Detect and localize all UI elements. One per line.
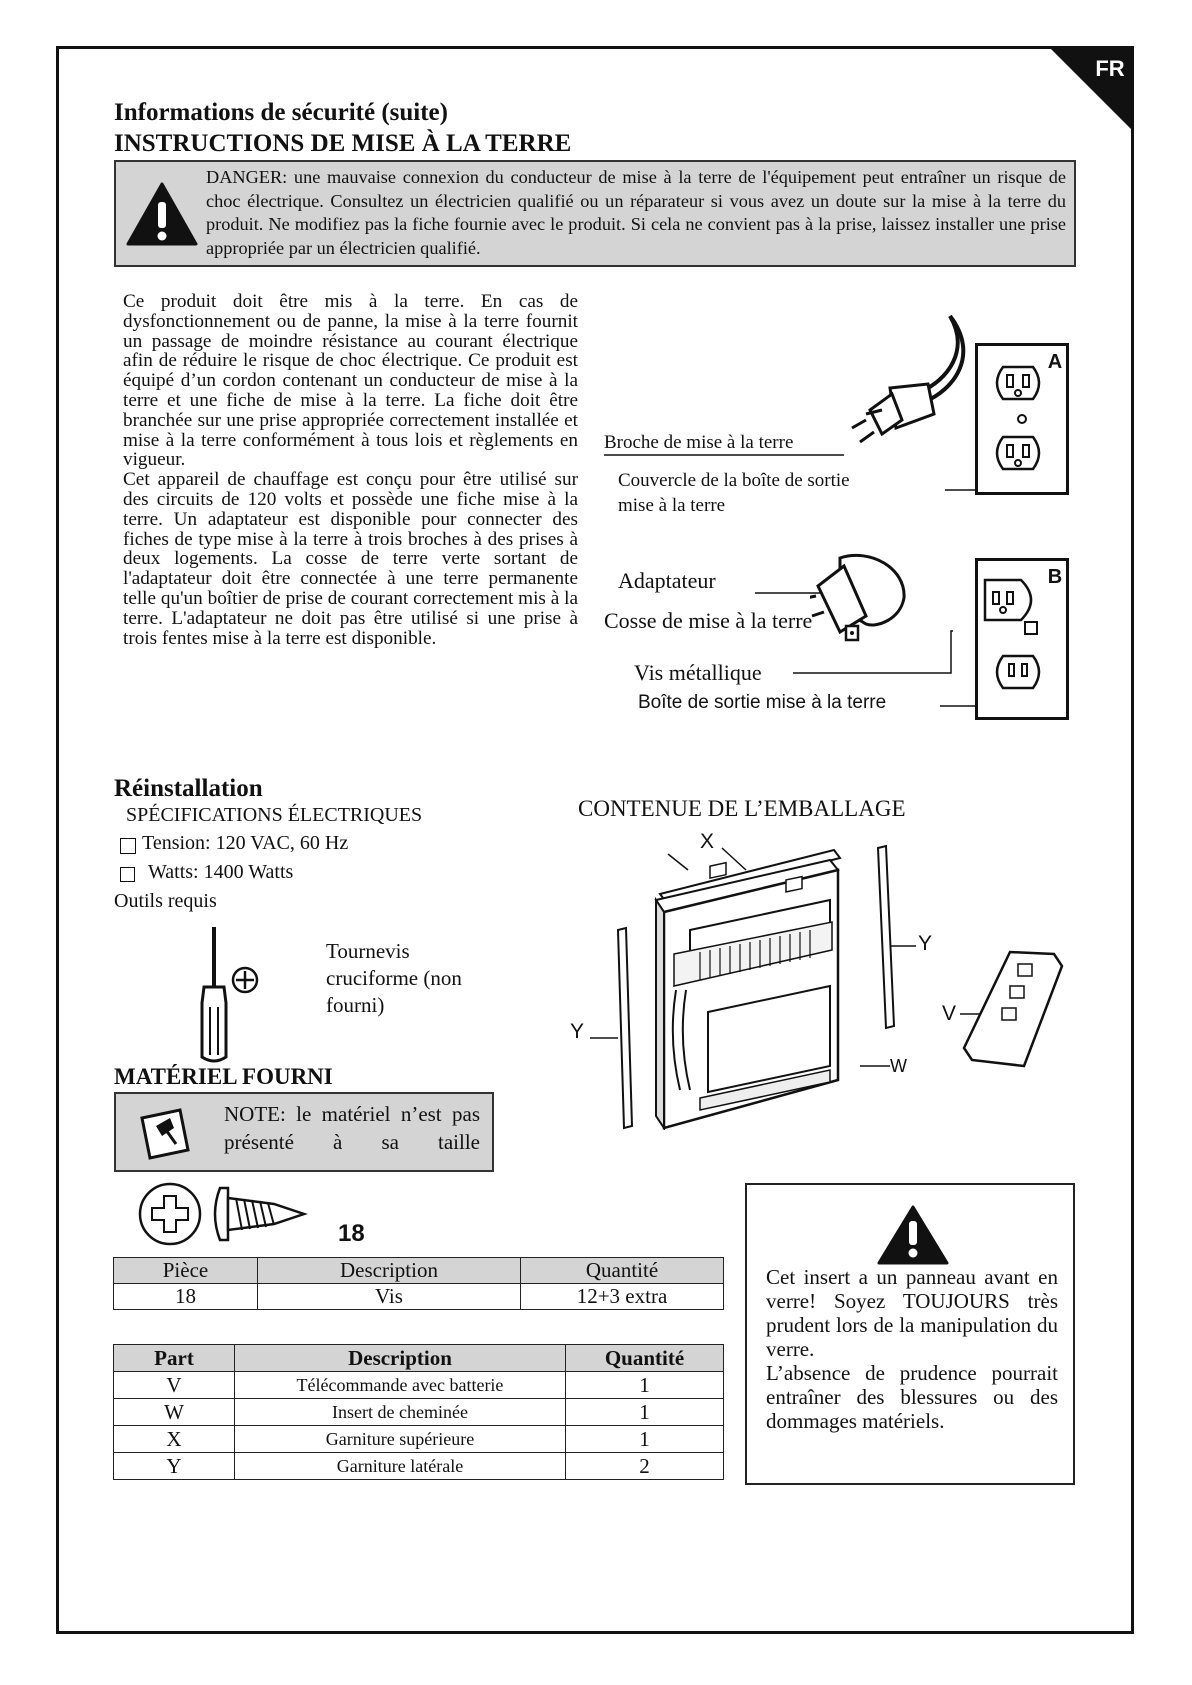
table-cell: Y xyxy=(114,1453,235,1480)
table-cell: Vis xyxy=(258,1284,521,1310)
glass-warning-text-1: Cet insert a un panneau avant en verre! Soyez TOUJOURS très prudent lors de la manipulation du verre. xyxy=(766,1265,1058,1361)
label-metal-screw: Vis métallique xyxy=(634,660,762,685)
table-cell: Insert de cheminée xyxy=(235,1399,566,1426)
label-part-x: X xyxy=(700,830,715,853)
spec-title: SPÉCIFICATIONS ÉLECTRIQUES xyxy=(126,804,423,826)
note-icon xyxy=(136,1104,194,1162)
outlet-b-illustration xyxy=(975,558,1069,720)
danger-text: DANGER: une mauvaise connexion du conducteur de mise à la terre de l'équipement peut entraîner un risque de choc électrique. Consultez un électricien qualifié ou un réparateur si vous avez un doute sur la mise à la terre du produit. Ne modifiez pas la fiche fournie avec le produit. Si cela ne convient pas à la prise, laissez installer une prise appropriée par un électricien qualifié. xyxy=(206,167,1066,258)
note-text: NOTE: le matériel n’est pas présenté à sa taille xyxy=(224,1102,480,1154)
adapter-illustration xyxy=(810,548,910,648)
leader-ground-pin xyxy=(604,440,844,460)
table-header: Quantité xyxy=(521,1258,724,1284)
warning-triangle-icon xyxy=(126,182,198,246)
table-cell: 1 xyxy=(566,1399,724,1426)
table-cell: 18 xyxy=(114,1284,258,1310)
table-cell: V xyxy=(114,1372,235,1399)
label-grounded-box: Boîte de sortie mise à la terre xyxy=(638,692,887,713)
screw-count: 18 xyxy=(338,1220,365,1247)
table-cell: 12+3 extra xyxy=(521,1284,724,1310)
tool-description: Tournevis cruciforme (non fourni) xyxy=(326,939,462,1017)
grounded-plug-illustration xyxy=(830,310,970,470)
glass-warning-box xyxy=(745,1183,1075,1485)
page-title: Informations de sécurité (suite) xyxy=(114,99,448,126)
danger-box xyxy=(114,160,1076,267)
table-header: Description xyxy=(235,1345,566,1372)
screw-icon xyxy=(138,1182,308,1250)
section-title-reinstallation: Réinstallation xyxy=(114,775,263,802)
table-row xyxy=(114,1426,724,1453)
glass-warning-text xyxy=(766,1265,1058,1433)
label-part-y-left: Y xyxy=(570,1020,585,1043)
tools-title: Outils requis xyxy=(114,890,217,912)
table-cell: Garniture latérale xyxy=(235,1453,566,1480)
label-outlet-cover-1: Couvercle de la boîte de sortie xyxy=(618,470,850,491)
leader-outlet-cover xyxy=(945,485,975,495)
table-row xyxy=(114,1372,724,1399)
label-part-v: V xyxy=(942,1002,957,1025)
table-header-row xyxy=(114,1258,724,1284)
outlet-b-letter: B xyxy=(1047,566,1063,588)
outlet-a-illustration xyxy=(975,343,1069,495)
parts-table xyxy=(113,1344,724,1480)
label-part-w: W xyxy=(890,1056,907,1076)
screwdriver-icon xyxy=(196,925,266,1065)
table-header: Description xyxy=(258,1258,521,1284)
label-adapter: Adaptateur xyxy=(618,568,716,593)
package-contents-illustration xyxy=(560,830,1080,1130)
grounding-text xyxy=(123,292,578,648)
table-cell: Télécommande avec batterie xyxy=(235,1372,566,1399)
spec-watts: Watts: 1400 Watts xyxy=(148,861,294,883)
checkbox-icon xyxy=(120,838,136,854)
label-part-y-right: Y xyxy=(918,932,933,955)
table-cell: 1 xyxy=(566,1372,724,1399)
label-ground-pin: Broche de mise à la terre xyxy=(604,432,794,453)
table-row xyxy=(114,1453,724,1480)
language-corner-badge xyxy=(1048,44,1136,132)
outlet-a-letter: A xyxy=(1047,351,1063,373)
note-box xyxy=(114,1092,494,1172)
hardware-table xyxy=(113,1257,724,1310)
label-ground-lug: Cosse de mise à la terre xyxy=(604,608,813,633)
section-title-hardware: MATÉRIEL FOURNI xyxy=(114,1064,333,1089)
table-header-row xyxy=(114,1345,724,1372)
checkbox-icon xyxy=(120,867,135,882)
table-header: Pièce xyxy=(114,1258,258,1284)
glass-warning-text-2: L’absence de prudence pourrait entraîner des blessures ou des dommages matériels. xyxy=(766,1361,1058,1433)
grounding-paragraph-2: Cet appareil de chauffage est conçu pour être utilisé sur des circuits de 120 volts et possède une fiche mise à la terre. Un adaptateur est disponible pour connecter des fiches de type mise à la terre à trois broches à des prises à deux logements. La cosse de terre verte sortant de l'adaptateur doit être connectée à une terre permanente telle qu'un boîtier de prise de courant correctement mis à la terre. L'adaptateur ne doit pas être utilisé si une prise à trois fentes mise à la terre est disponible. xyxy=(123,469,578,649)
package-title: CONTENUE DE L’EMBALLAGE xyxy=(578,796,906,821)
table-row xyxy=(114,1399,724,1426)
grounding-paragraph-1: Ce produit doit être mis à la terre. En cas de dysfonctionnement ou de panne, la mise à la terre fournit un passage de moindre résistance au courant électrique afin de réduire le risque de choc électrique. Ce produit est équipé d’un cordon contenant un conducteur de mise à la terre et une fiche de mise à la terre. La fiche doit être branchée sur une prise appropriée correctement installée et mise à la terre conformément à tous lois et règlements en vigueur. xyxy=(123,291,578,471)
table-header: Part xyxy=(114,1345,235,1372)
leader-grounded-box xyxy=(940,703,976,709)
table-cell: X xyxy=(114,1426,235,1453)
table-cell: W xyxy=(114,1399,235,1426)
table-header: Quantité xyxy=(566,1345,724,1372)
warning-triangle-icon xyxy=(877,1205,949,1265)
section-title-grounding: INSTRUCTIONS DE MISE À LA TERRE xyxy=(114,130,572,157)
table-cell: Garniture supérieure xyxy=(235,1426,566,1453)
label-outlet-cover-2: mise à la terre xyxy=(618,495,726,516)
language-label: FR xyxy=(1095,56,1125,81)
spec-voltage: Tension: 120 VAC, 60 Hz xyxy=(142,832,349,854)
table-row xyxy=(114,1284,724,1310)
table-cell: 1 xyxy=(566,1426,724,1453)
table-cell: 2 xyxy=(566,1453,724,1480)
